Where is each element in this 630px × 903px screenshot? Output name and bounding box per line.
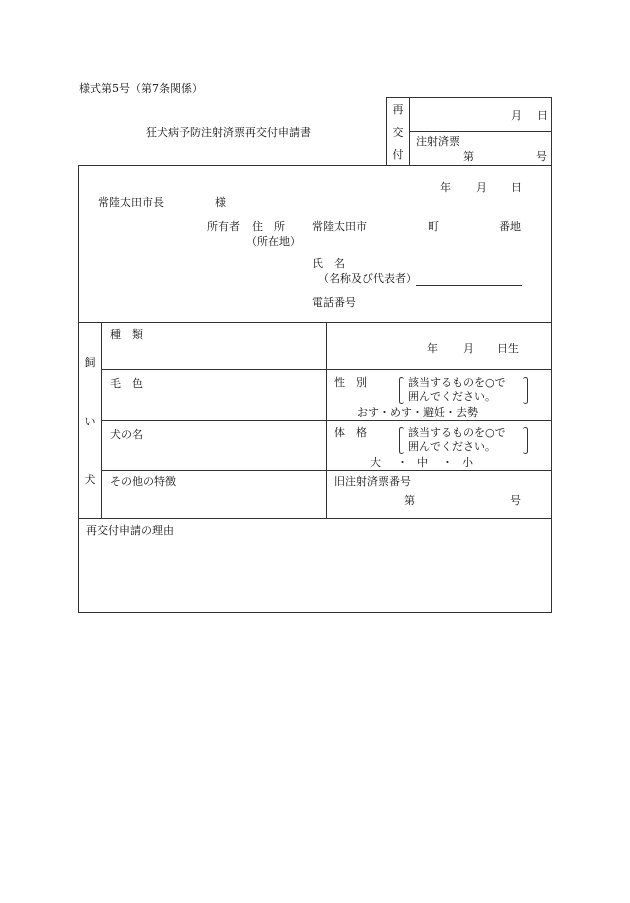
dog-char-1: 飼 [84,356,96,369]
reissue-char-1: 再 [392,103,404,116]
size-option-large[interactable]: 大 [370,456,381,469]
reissue-month[interactable]: 月 [511,109,522,122]
owner-label: 所有者 [207,220,240,233]
size-label: 体 格 [334,426,367,439]
birth-day[interactable]: 日生 [497,342,519,355]
size-option-small[interactable]: 小 [462,456,473,469]
birth-year[interactable]: 年 [427,342,438,355]
reissue-tag-label: 注射済票 [416,135,460,148]
addressee: 常陸太田市長 [98,196,164,209]
date-day[interactable]: 日 [511,181,522,194]
old-tag-label: 旧注射済票番号 [334,475,411,488]
form-title: 狂犬病予防注射済票再交付申請書 [146,126,311,139]
date-month[interactable]: 月 [476,181,487,194]
size-note-2: 囲んでください。 [408,440,496,453]
reissue-char-2: 交 [392,126,404,139]
sex-note-2: 囲んでください。 [408,390,496,403]
sex-note-1: 該当するものを○で [408,376,506,389]
addressee-sama: 様 [215,196,226,209]
dog-row-line-1 [101,369,552,370]
address-banchi[interactable]: 番地 [499,220,521,233]
name-underline[interactable] [416,285,522,286]
address-machi[interactable]: 町 [428,220,439,233]
name-sub-label: （名称及び代表者） [318,272,417,285]
color-label: 毛 色 [110,377,143,390]
phone-label: 電話番号 [312,296,356,309]
form-number: 様式第5号（第7条関係） [79,82,203,95]
address-label: 住 所 [252,220,285,233]
sex-bracket-right [523,377,528,404]
dog-char-3: 犬 [84,473,96,486]
size-sep-2: ・ [442,456,453,469]
reissue-go[interactable]: 号 [536,150,547,163]
address-sub-label: （所在地） [246,235,301,248]
birth-month[interactable]: 月 [463,342,474,355]
reissue-day[interactable]: 日 [537,109,548,122]
reason-label: 再交付申請の理由 [86,524,174,537]
dog-char-2: い [84,415,96,428]
old-tag-go[interactable]: 号 [510,494,521,507]
dog-row-line-2 [101,420,552,421]
dog-section-top [78,322,552,323]
sex-label: 性 別 [334,376,367,389]
reissue-hline [409,131,552,132]
size-sep-1: ・ [397,456,408,469]
old-tag-dai: 第 [404,494,415,507]
dog-name-label: 犬の名 [110,428,143,441]
dog-row-line-3 [101,470,552,471]
reissue-dai: 第 [463,150,474,163]
sex-bracket-left [399,377,404,404]
size-option-medium[interactable]: 中 [417,456,428,469]
date-year[interactable]: 年 [440,181,451,194]
address-city: 常陸太田市 [312,220,367,233]
name-label: 氏 名 [312,257,345,270]
features-label: その他の特徴 [110,475,176,488]
size-bracket-right [523,427,528,454]
reissue-char-3: 付 [392,148,404,161]
dog-section-bottom [78,518,552,519]
size-note-1: 該当するものを○で [408,426,506,439]
sex-options[interactable]: おす・めす・避妊・去勢 [357,406,478,419]
size-bracket-left [399,427,404,454]
breed-label: 種 類 [110,328,143,341]
